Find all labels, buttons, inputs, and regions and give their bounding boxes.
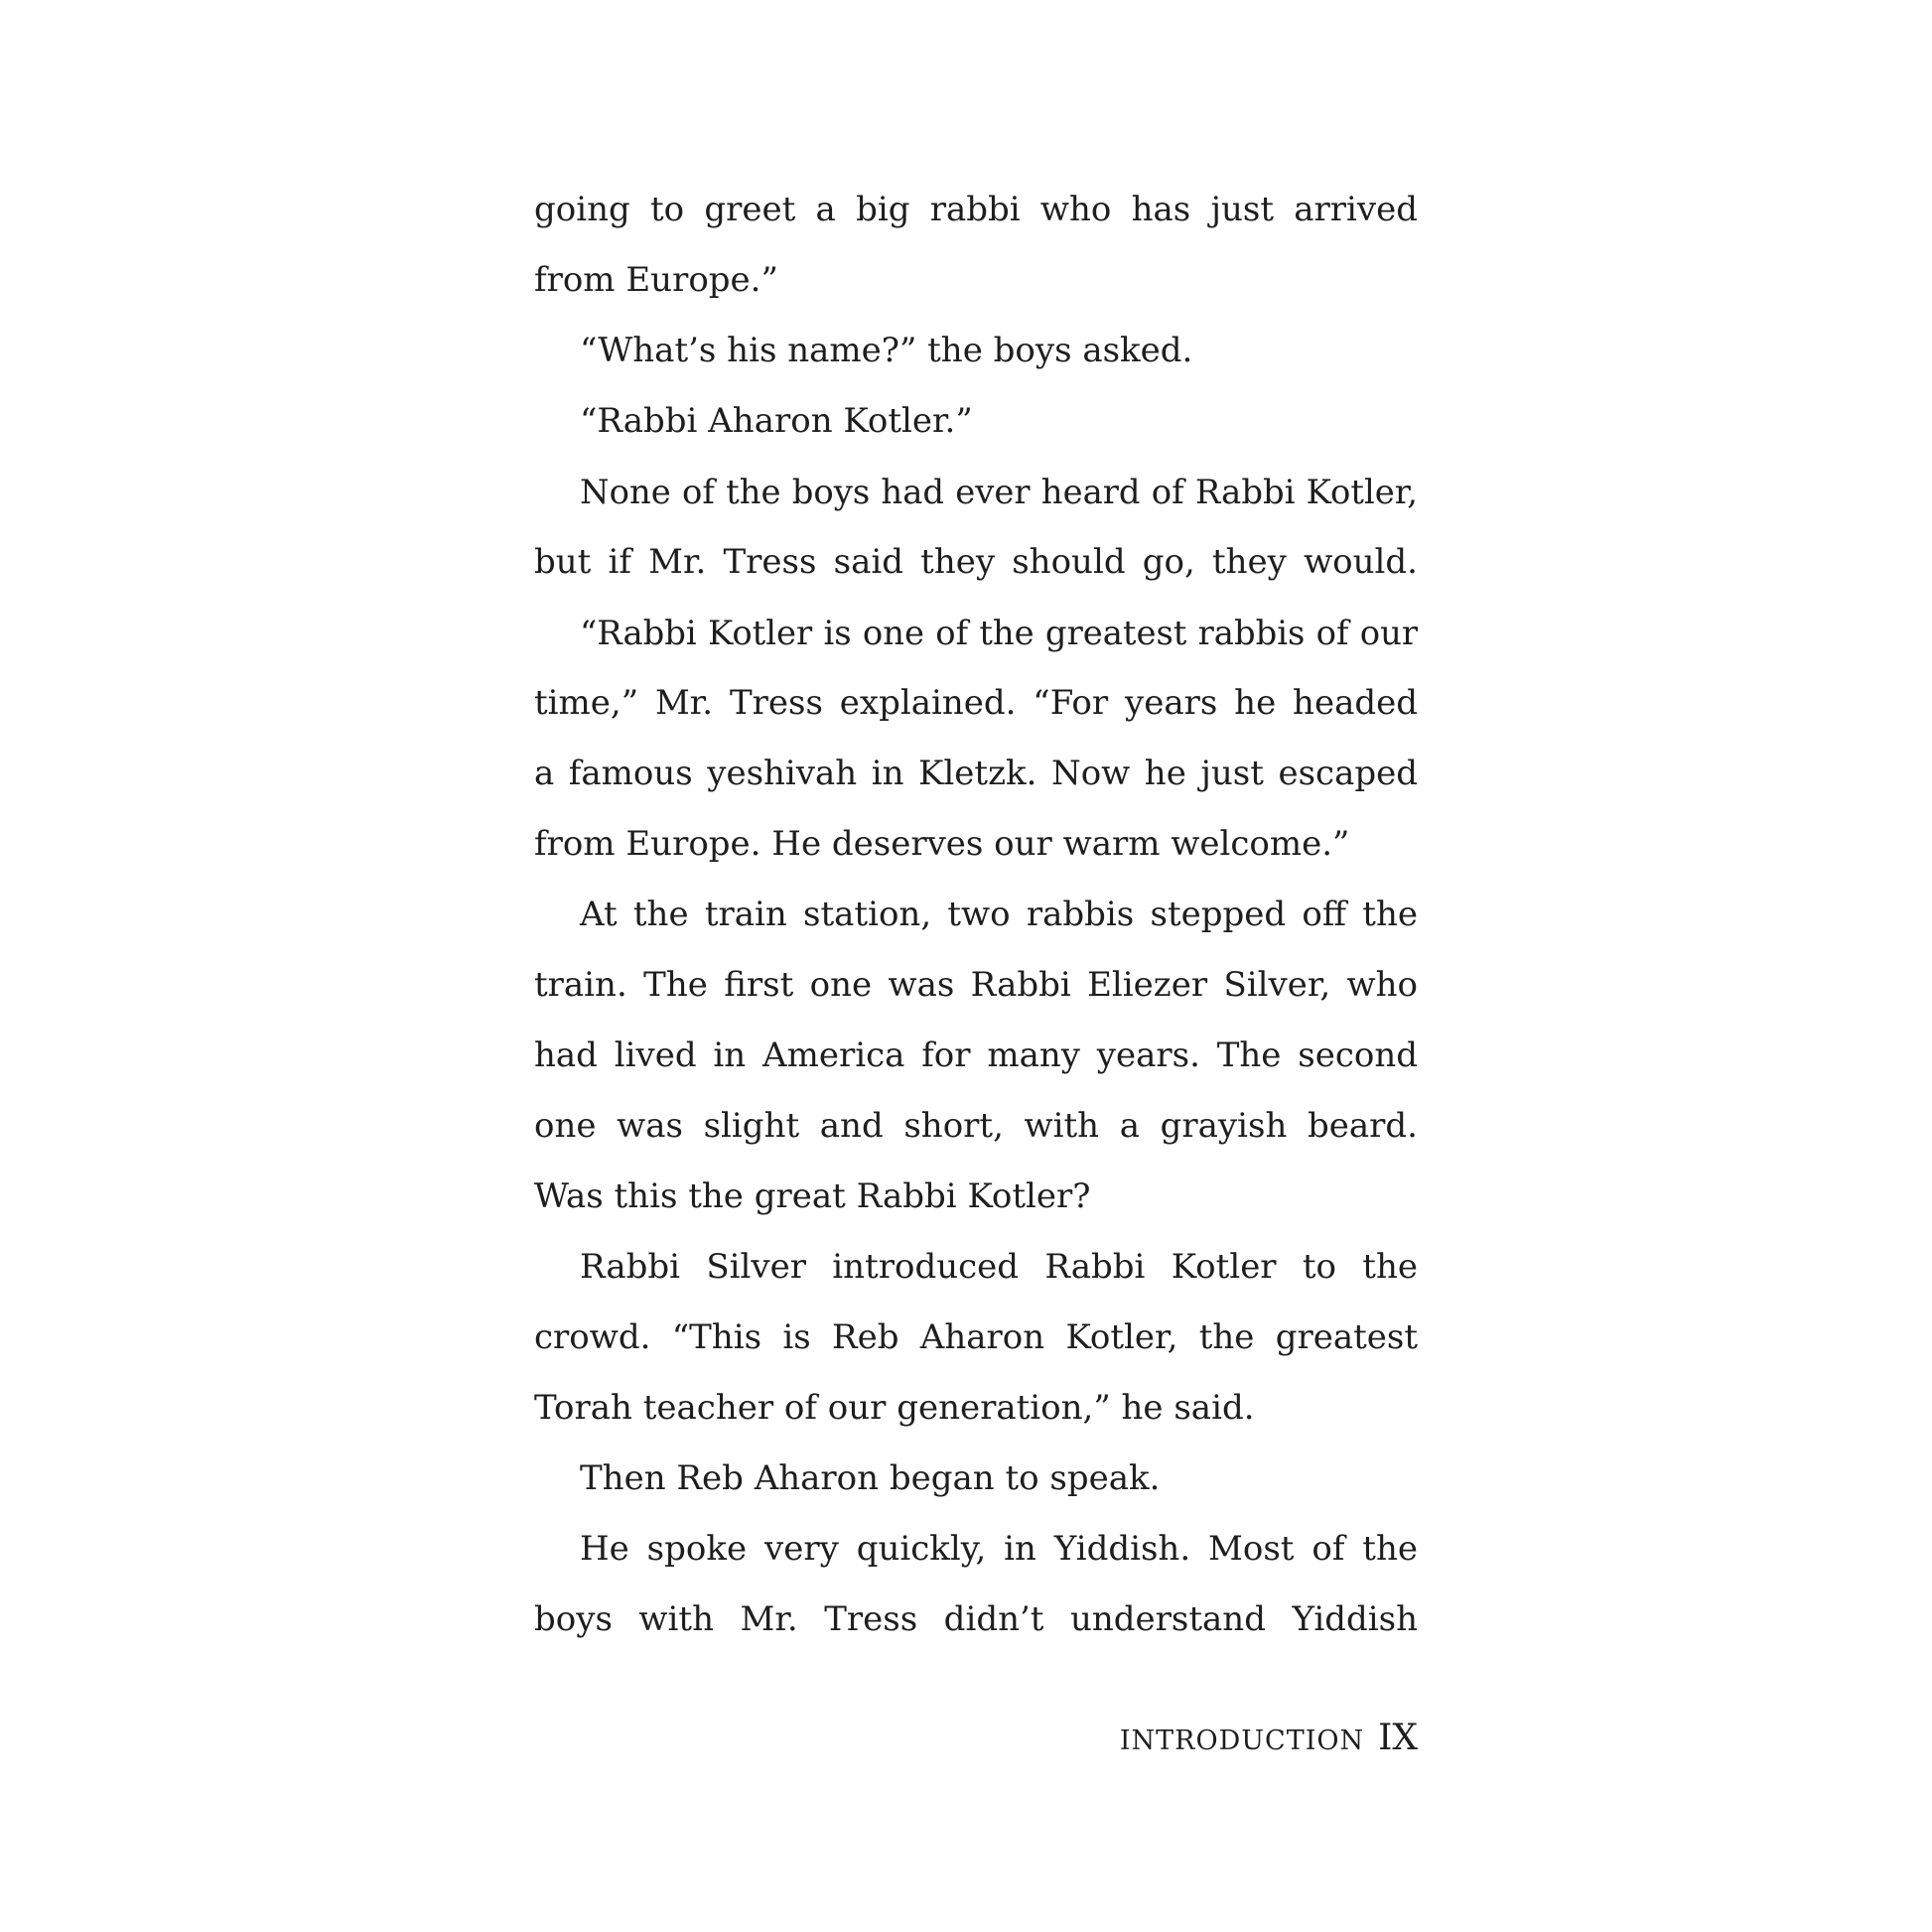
text-line: boys with Mr. Tress didn’t understand Yiddish xyxy=(534,1599,1418,1639)
text-line: train. The first one was Rabbi Eliezer Silver, who xyxy=(534,965,1418,1005)
text-line: Then Reb Aharon began to speak. xyxy=(580,1458,1161,1498)
text-line: He spoke very quickly, in Yiddish. Most of the xyxy=(580,1529,1418,1569)
text-line: from Europe.” xyxy=(534,260,778,300)
body-text xyxy=(534,175,1418,1655)
text-line: Was this the great Rabbi Kotler? xyxy=(534,1176,1091,1216)
text-line: crowd. “This is Reb Aharon Kotler, the greatest xyxy=(534,1317,1418,1357)
page-footer xyxy=(534,1718,1418,1758)
text-line: but if Mr. Tress said they should go, they would. xyxy=(534,542,1418,582)
page-number: IX xyxy=(1378,1718,1418,1758)
text-line: Torah teacher of our generation,” he said. xyxy=(534,1388,1255,1428)
text-line: time,” Mr. Tress explained. “For years he headed xyxy=(534,683,1418,723)
text-line: At the train station, two rabbis stepped off the xyxy=(580,895,1418,934)
text-line: Rabbi Silver introduced Rabbi Kotler to the xyxy=(580,1247,1418,1287)
text-line: from Europe. He deserves our warm welcome.” xyxy=(534,824,1350,864)
text-line: had lived in America for many years. The second xyxy=(534,1035,1418,1075)
text-line: going to greet a big rabbi who has just arrived xyxy=(534,190,1418,229)
text-line: “Rabbi Kotler is one of the greatest rabbis of our xyxy=(580,614,1418,652)
text-line: None of the boys had ever heard of Rabbi Kotler, xyxy=(580,473,1418,511)
text-line: “What’s his name?” the boys asked. xyxy=(580,331,1193,370)
running-head: INTRODUCTION xyxy=(1119,1725,1365,1756)
text-line: “Rabbi Aharon Kotler.” xyxy=(580,401,973,441)
text-line: a famous yeshivah in Kletzk. Now he just escaped xyxy=(534,754,1418,793)
text-line: one was slight and short, with a grayish beard. xyxy=(534,1106,1418,1146)
